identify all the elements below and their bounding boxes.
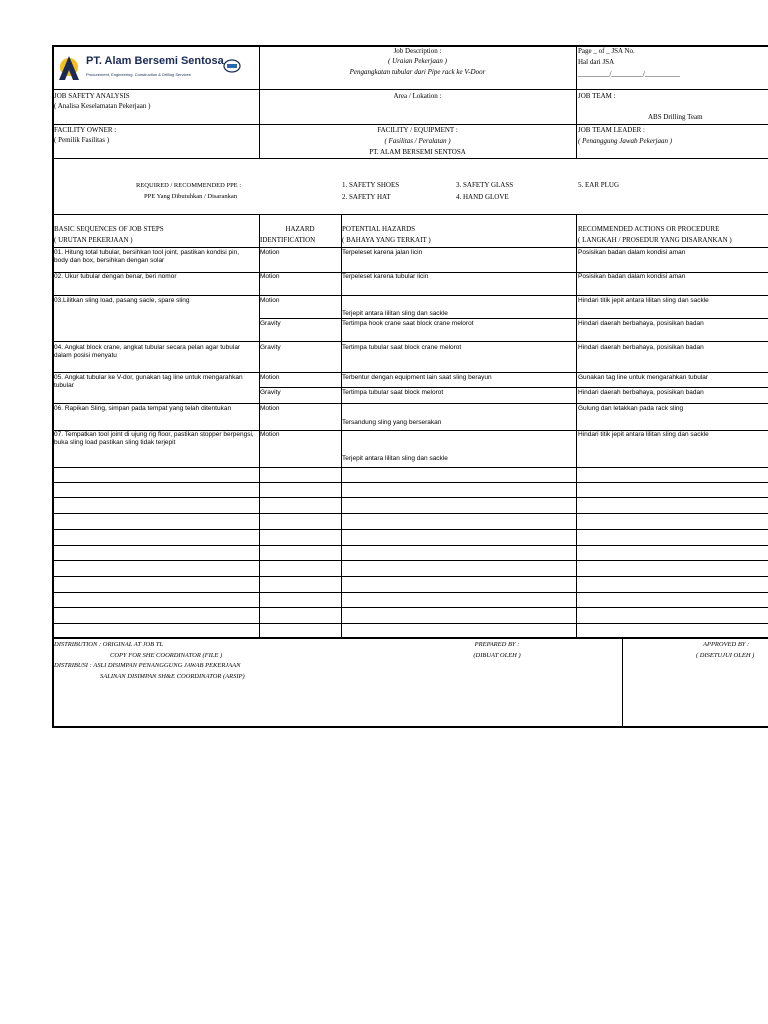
distribution-line-4: SALINAN DISIMPAN SH&E COORDINATOR (ARSIP) [100, 673, 245, 680]
leader-sub: ( Penanggung Jawab Pekerjaan ) [578, 137, 673, 145]
ppe-item-1: 1. SAFETY SHOES [342, 181, 400, 189]
cert-badge-icon [223, 59, 241, 73]
potential-1: Terpeleset karena jalan licin [342, 249, 423, 256]
step-4: 04. Angkat block crane, angkat tubular secara pelan agar tubular dalam posisi menyatu [54, 344, 241, 359]
company-logo-icon [56, 53, 82, 83]
jsa-label: JOB SAFETY ANALYSIS [54, 92, 130, 100]
hazard-7: Motion [260, 431, 280, 438]
col-actions-sub: ( LANGKAH / PROSEDUR YANG DISARANKAN ) [578, 236, 732, 244]
col-steps-sub: ( URUTAN PEKERJAAN ) [54, 236, 133, 244]
ppe-item-4: 4. HAND GLOVE [456, 193, 509, 201]
action-4: Hindari daerah berbahaya, posisikan badan [578, 344, 704, 351]
action-3b: Hindari daerah berbahaya, posisikan badan [578, 320, 704, 327]
ppe-label: REQUIRED / RECOMMENDED PPE : [136, 182, 242, 189]
border-bottom [52, 726, 768, 728]
col-hazard-sub: IDENTIFICATION [260, 236, 316, 244]
page-line: Page _ of _ JSA No. [578, 47, 635, 55]
potential-5: Terbentur dengan equipment lain saat sling berayun [342, 374, 492, 381]
approved-by-sub: ( DISETUJUI OLEH ) [696, 652, 755, 659]
action-6: Gulung dan letakkan pada rack sling [578, 405, 684, 412]
facility-sub: ( Fasilitas / Peralatan ) [384, 137, 451, 145]
company-name: PT. Alam Bersemi Sentosa [86, 55, 224, 67]
company-tagline: Procurement, Engineering, Construction & Drilling Services [86, 72, 191, 77]
job-description-value: Pengangkatan tubular dari Pipe rack ke V-Door [349, 68, 486, 76]
potential-3b: Tertimpa hook crane saat block crane melorot [342, 320, 474, 327]
approved-by-label: APPROVED BY : [703, 641, 750, 648]
company-logo [56, 53, 82, 88]
leader-label: JOB TEAM LEADER : [578, 126, 645, 134]
potential-4: Tertimpa tubular saat block crane melorot [342, 344, 462, 351]
action-2: Posisikan badan dalam kondisi aman [578, 273, 686, 280]
action-7: Hindari titik jepit antara lilitan sling dan sackle [578, 431, 709, 438]
col-potential-header: POTENTIAL HAZARDS [342, 225, 416, 233]
cert-badge [223, 59, 241, 78]
ppe-item-5: 5. EAR PLUG [578, 181, 620, 189]
facility-value: PT. ALAM BERSEMI SENTOSA [369, 148, 466, 156]
hazard-5b: Gravity [260, 389, 281, 396]
col-potential-sub: ( BAHAYA YANG TERKAIT ) [342, 236, 431, 244]
distribution-line-3: DISTRIBUSI : ASLI DISIMPAN PENANGGUNG JAWAB PEKERJAAN [54, 662, 241, 669]
ppe-item-3: 3. SAFETY GLASS [456, 181, 514, 189]
team-value: ABS Drilling Team [648, 113, 703, 121]
job-description-label: Job Description : [393, 47, 442, 55]
step-1: 01. Hitung total tubular, bersihkan tool joint, pastikan kondisi pin, body dan box, bersihkan dengan solar [54, 249, 240, 264]
owner-sub: ( Pemilik Fasilitas ) [54, 136, 110, 144]
potential-5b: Tertimpa tubular saat block melorot [342, 389, 444, 396]
date-line: _________/_________/__________ [578, 70, 680, 78]
hazard-2: Motion [260, 273, 280, 280]
hazard-3: Motion [260, 297, 280, 304]
hazard-4: Gravity [260, 344, 281, 351]
step-5: 05. Angkat tubular ke V-dor, gunakan tag line untuk mengarahkan tubular [54, 374, 243, 389]
step-6: 06. Rapikan Sling, simpan pada tempat yang telah ditentukan [54, 405, 232, 412]
potential-7: Terjepit antara lilitan sling dan sackle [342, 455, 448, 462]
owner-label: FACILITY OWNER : [54, 126, 117, 134]
job-description-sub: ( Uraian Pekerjaan ) [388, 57, 447, 65]
potential-6: Tersandung sling yang berserakan [342, 419, 442, 426]
hazard-3b: Gravity [260, 320, 281, 327]
hazard-5: Motion [260, 374, 280, 381]
prepared-by-label: PREPARED BY : [474, 641, 520, 648]
hal-line: Hal dari JSA [578, 58, 615, 66]
team-label: JOB TEAM : [578, 92, 616, 100]
action-5b: Hindari daerah berbahaya, posisikan badan [578, 389, 704, 396]
distribution-line-2: COPY FOR SHE COORDINATOR (FILE ) [110, 652, 223, 659]
hazard-1: Motion [260, 249, 280, 256]
potential-2: Terpeleset karena tubular licin [342, 273, 429, 280]
step-7: 07. Tempatkan tool joint di ujung rig floor, pastikan stopper berpengsi, buka sling load pastikan sling tidak terjepit [54, 431, 254, 446]
step-2: 02. Ukur tubular dengan benar, beri nomor [54, 273, 177, 280]
jsa-form [52, 45, 768, 728]
col-actions-header: RECOMMENDED ACTIONS OR PROCEDURE [578, 225, 720, 233]
ppe-item-2: 2. SAFETY HAT [342, 193, 391, 201]
action-5: Gunakan tag line untuk mengarahkan tubular [578, 374, 709, 381]
col-steps-header: BASIC SEQUENCES OF JOB STEPS [54, 225, 164, 233]
step-3: 03.Lilitkan sling load, pasang sacle, spare sling [54, 297, 190, 304]
action-1: Posisikan badan dalam kondisi aman [578, 249, 686, 256]
area-label: Area / Lokation : [393, 92, 442, 100]
action-3: Hindari titik jepit antara lilitan sling dan sackle [578, 297, 709, 304]
ppe-sub: PPE Yang Dibutuhkan / Disarankan [144, 193, 237, 200]
potential-3: Terjepit antara lilitan sling dan sackle [342, 310, 448, 317]
prepared-by-sub: (DIBUAT OLEH ) [473, 652, 521, 659]
distribution-line-1: DISTRIBUTION : ORIGINAL AT JOB TL [54, 641, 164, 648]
col-hazard-header: HAZARD [285, 225, 315, 233]
facility-label: FACILITY / EQUIPMENT : [377, 126, 458, 134]
hazard-6: Motion [260, 405, 280, 412]
jsa-sub: ( Analisa Keselamatan Pekerjaan ) [54, 102, 151, 110]
